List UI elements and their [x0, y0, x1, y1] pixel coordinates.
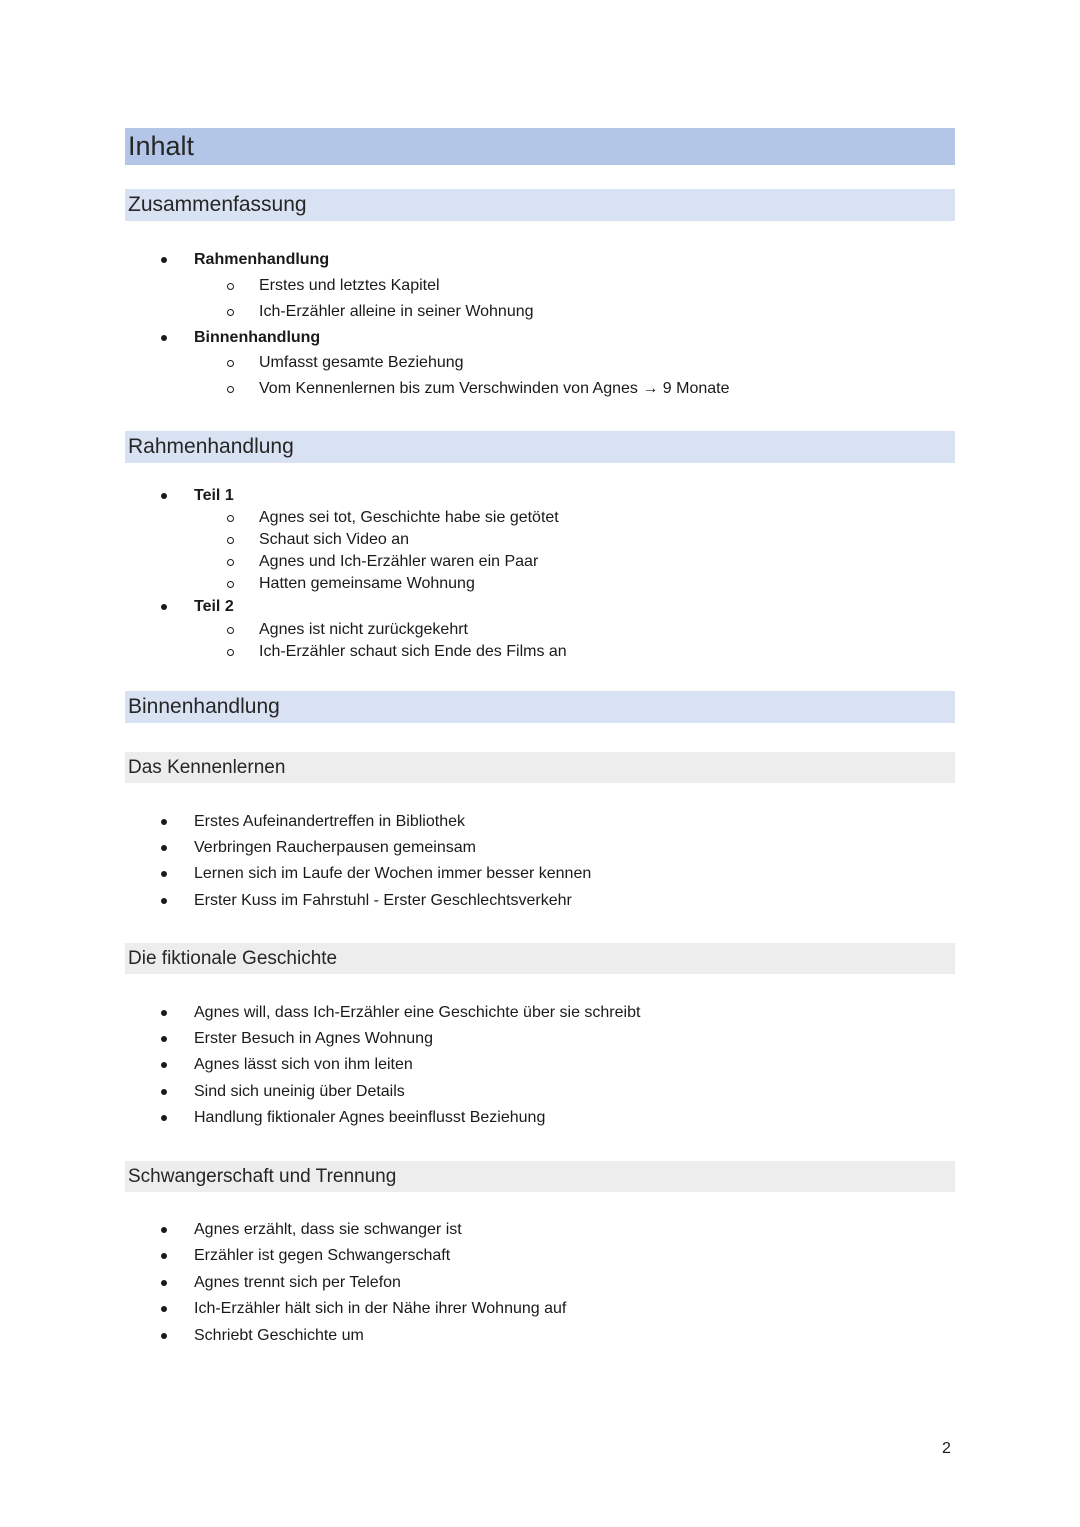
list-item: Rahmenhandlung: [0, 248, 900, 272]
bullet-circle-icon: [227, 386, 234, 393]
list-item: Binnenhandlung: [0, 326, 900, 350]
list-item: Ich-Erzähler hält sich in der Nähe ihrer Wohnung auf: [0, 1297, 900, 1321]
list-item: Erster Kuss im Fahrstuhl - Erster Geschlechtsverkehr: [0, 889, 900, 913]
list-item: Agnes erzählt, dass sie schwanger ist: [0, 1218, 900, 1242]
list-subitem: Umfasst gesamte Beziehung: [0, 351, 900, 375]
bullet-dot-icon: [161, 819, 167, 825]
bullet-circle-icon: [227, 515, 234, 522]
bullet-dot-icon: [161, 257, 167, 263]
list-item: Teil 1: [0, 484, 900, 508]
bullet-dot-icon: [161, 335, 167, 341]
bullet-dot-icon: [161, 1253, 167, 1259]
heading-zusammenfassung: Zusammenfassung: [125, 189, 955, 221]
list-subitem: Agnes ist nicht zurückgekehrt: [0, 618, 900, 642]
list-item: Handlung fiktionaler Agnes beeinflusst Beziehung: [0, 1106, 900, 1130]
list-subitem: Ich-Erzähler schaut sich Ende des Films an: [0, 640, 900, 664]
list-item: Erstes Aufeinandertreffen in Bibliothek: [0, 810, 900, 834]
bullet-circle-icon: [227, 537, 234, 544]
list-subitem: Ich-Erzähler alleine in seiner Wohnung: [0, 300, 900, 324]
list-subitem: Schaut sich Video an: [0, 528, 900, 552]
list-item: Sind sich uneinig über Details: [0, 1080, 900, 1104]
list-item: Erzähler ist gegen Schwangerschaft: [0, 1244, 900, 1268]
page-number: 2: [942, 1440, 951, 1457]
heading-fiktionale-geschichte: Die fiktionale Geschichte: [125, 943, 955, 974]
bullet-circle-icon: [227, 627, 234, 634]
bullet-circle-icon: [227, 649, 234, 656]
list-subitem: Vom Kennenlernen bis zum Verschwinden von Agnes → 9 Monate: [0, 377, 900, 401]
list-subitem: Erstes und letztes Kapitel: [0, 274, 900, 298]
bullet-dot-icon: [161, 898, 167, 904]
list-item: Agnes will, dass Ich-Erzähler eine Geschichte über sie schreibt: [0, 1001, 900, 1025]
bullet-dot-icon: [161, 1115, 167, 1121]
bullet-dot-icon: [161, 493, 167, 499]
heading-binnenhandlung: Binnenhandlung: [125, 691, 955, 723]
bullet-dot-icon: [161, 845, 167, 851]
list-subitem: Agnes und Ich-Erzähler waren ein Paar: [0, 550, 900, 574]
bullet-dot-icon: [161, 1010, 167, 1016]
bullet-dot-icon: [161, 1280, 167, 1286]
list-item: Verbringen Raucherpausen gemeinsam: [0, 836, 900, 860]
list-item: Agnes lässt sich von ihm leiten: [0, 1053, 900, 1077]
bullet-dot-icon: [161, 1333, 167, 1339]
bullet-dot-icon: [161, 604, 167, 610]
list-subitem: Agnes sei tot, Geschichte habe sie getötet: [0, 506, 900, 530]
bullet-circle-icon: [227, 360, 234, 367]
list-item: Agnes trennt sich per Telefon: [0, 1271, 900, 1295]
list-item: Lernen sich im Laufe der Wochen immer besser kennen: [0, 862, 900, 886]
bullet-circle-icon: [227, 283, 234, 290]
list-item: Erster Besuch in Agnes Wohnung: [0, 1027, 900, 1051]
bullet-dot-icon: [161, 1089, 167, 1095]
heading-rahmenhandlung: Rahmenhandlung: [125, 431, 955, 463]
bullet-dot-icon: [161, 1227, 167, 1233]
bullet-dot-icon: [161, 871, 167, 877]
bullet-circle-icon: [227, 559, 234, 566]
bullet-circle-icon: [227, 309, 234, 316]
list-item: Teil 2: [0, 595, 900, 619]
bullet-dot-icon: [161, 1036, 167, 1042]
bullet-dot-icon: [161, 1062, 167, 1068]
list-item: Schriebt Geschichte um: [0, 1324, 900, 1348]
heading-schwangerschaft: Schwangerschaft und Trennung: [125, 1161, 955, 1192]
bullet-dot-icon: [161, 1306, 167, 1312]
list-subitem: Hatten gemeinsame Wohnung: [0, 572, 900, 596]
heading-kennenlernen: Das Kennenlernen: [125, 752, 955, 783]
heading-inhalt: Inhalt: [125, 128, 955, 165]
bullet-circle-icon: [227, 581, 234, 588]
